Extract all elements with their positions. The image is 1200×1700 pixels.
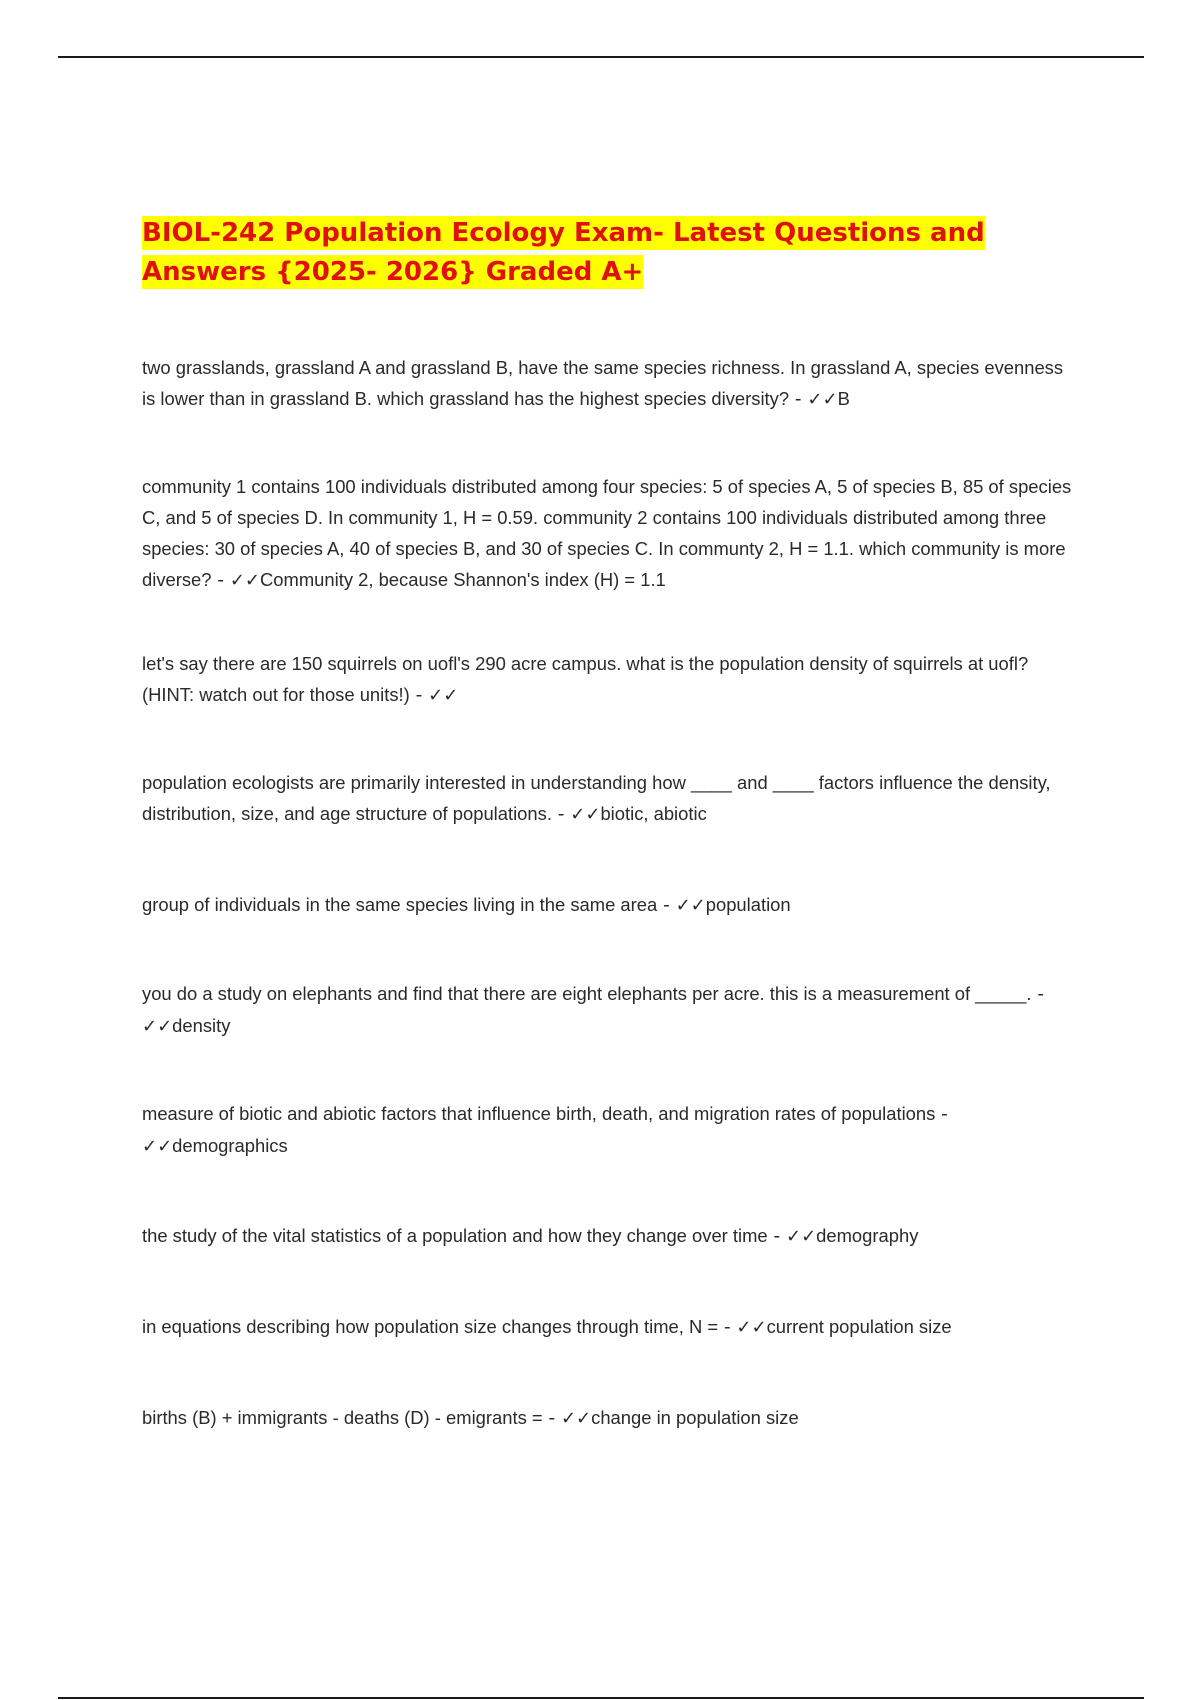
title-highlight: BIOL-242 Population Ecology Exam- Latest Questions and Answers {2025- 2026} Graded A+ bbox=[142, 218, 985, 287]
document-title bbox=[142, 214, 1082, 292]
separator: - bbox=[551, 804, 571, 825]
separator: - bbox=[657, 895, 676, 916]
qa-item bbox=[142, 978, 1072, 1042]
separator: - bbox=[211, 570, 230, 591]
check-icon: ✓✓ bbox=[736, 1317, 767, 1338]
question-text: measure of biotic and abiotic factors that influence birth, death, and migration rates of populations bbox=[142, 1103, 936, 1124]
check-icon: ✓✓ bbox=[785, 1226, 817, 1247]
question-text: you do a study on elephants and find that there are eight elephants per acre. this is a measurement of _____. bbox=[142, 983, 1032, 1004]
question-text: group of individuals in the same species living in the same area bbox=[142, 894, 658, 915]
question-text: births (B) + immigrants - deaths (D) - emigrants = bbox=[142, 1407, 543, 1428]
check-icon: ✓✓ bbox=[570, 804, 601, 825]
qa-item bbox=[142, 648, 1072, 711]
bottom-rule bbox=[58, 1697, 1144, 1699]
question-text: let's say there are 150 squirrels on uofl's 290 acre campus. what is the population density of squirrels at uofl? (HINT: watch out for those units!) bbox=[142, 653, 1029, 705]
qa-item bbox=[142, 1220, 1072, 1252]
answer-text: Community 2, because Shannon's index (H) = 1.1 bbox=[260, 569, 666, 590]
answer-text: B bbox=[837, 388, 850, 409]
check-icon: ✓✓ bbox=[675, 895, 706, 916]
check-icon: ✓✓ bbox=[229, 570, 261, 591]
answer-text: population bbox=[705, 894, 791, 915]
qa-item bbox=[142, 1311, 1072, 1343]
separator: - bbox=[1031, 984, 1044, 1005]
question-text: population ecologists are primarily interested in understanding how ____ and ____ factors influence the density, distribution, size, and age structure of populations. bbox=[142, 772, 1051, 824]
question-text: two grasslands, grassland A and grassland B, have the same species richness. In grassland A, species evenness is lower than in grassland B. which grassland has the highest species diversity? bbox=[142, 357, 1064, 409]
answer-text: biotic, abiotic bbox=[600, 803, 707, 824]
qa-item bbox=[142, 471, 1072, 596]
question-text: in equations describing how population size changes through time, N = bbox=[142, 1316, 719, 1337]
qa-item bbox=[142, 352, 1072, 415]
question-text: the study of the vital statistics of a population and how they change over time bbox=[142, 1225, 768, 1246]
separator: - bbox=[718, 1317, 737, 1338]
answer-text: demographics bbox=[172, 1135, 288, 1156]
check-icon: ✓✓ bbox=[142, 1136, 173, 1157]
top-rule bbox=[58, 56, 1144, 58]
answer-text: density bbox=[172, 1015, 231, 1036]
check-icon: ✓✓ bbox=[807, 389, 838, 410]
separator: - bbox=[789, 389, 808, 410]
qa-item bbox=[142, 767, 1072, 830]
separator: - bbox=[935, 1104, 948, 1125]
separator: - bbox=[409, 685, 429, 706]
separator: - bbox=[542, 1408, 561, 1429]
separator: - bbox=[767, 1226, 786, 1247]
qa-item bbox=[142, 889, 1072, 921]
qa-item bbox=[142, 1098, 1072, 1162]
answer-text: demography bbox=[816, 1225, 919, 1246]
answer-text: change in population size bbox=[591, 1407, 799, 1428]
question-text: community 1 contains 100 individuals distributed among four species: 5 of species A, 5 of species B, 85 of species C, and 5 of species D. In community 1, H = 0.59. community 2 contains 100 individuals distributed among three species: 30 of species A, 40 of species B, and 30 of species C. In communty 2, H = 1.1. which community is more diverse? bbox=[142, 476, 1072, 590]
check-icon: ✓✓ bbox=[142, 1016, 173, 1037]
qa-item bbox=[142, 1402, 1072, 1434]
answer-text: current population size bbox=[766, 1316, 952, 1337]
check-icon: ✓✓ bbox=[428, 685, 459, 706]
check-icon: ✓✓ bbox=[560, 1408, 592, 1429]
